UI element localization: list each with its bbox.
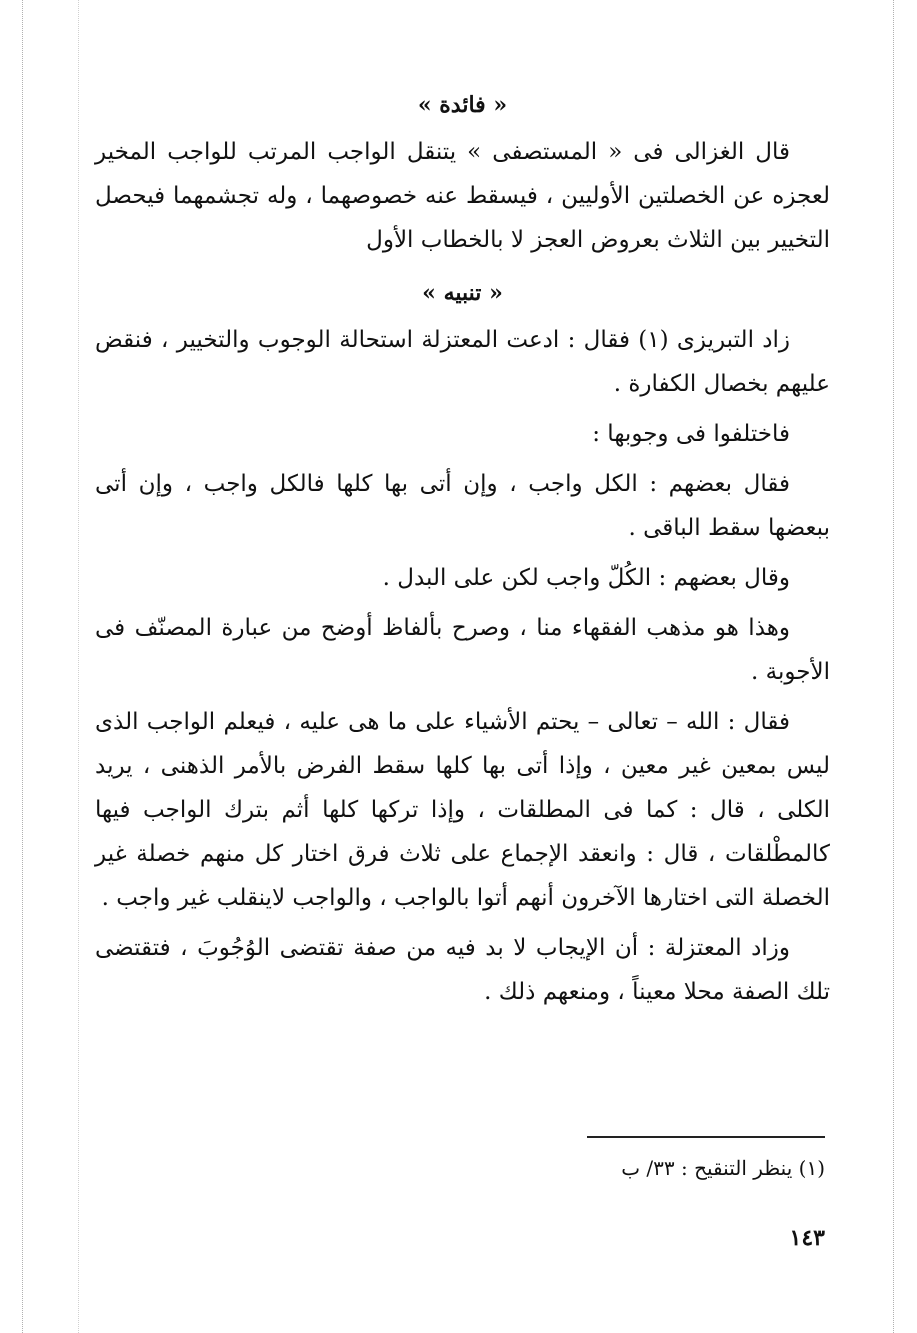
heading-faida: « فائدة » <box>417 92 508 118</box>
scan-edge-right <box>893 0 894 1333</box>
page-body <box>95 80 830 1251</box>
scan-edge-left <box>22 0 23 1333</box>
paragraph-badal: وقال بعضهم : الكُلّ واجب لكن على البدل . <box>382 565 790 591</box>
paragraph-allah-yahtim: فقال : الله – تعالى – يحتم الأشياء على ما هى عليه ، فيعلم الواجب الذى ليس بمعين غير معين ، وإذا أتى بها كلها سقط الفرض بالأمر الذهنى ، يريد الكلى ، قال : كما فى المطلقات ، وإذا تركها كلها أثم بترك الواجب فيها كالمطْلقات ، قال : وانعقد الإجماع على ثلاث فرق اختار كل منهم خصلة غير الخصلة التى اختارها الآخرون أنهم أتوا بالواجب ، والواجب لاينقلب غير واجب . <box>95 709 830 911</box>
paragraph-fuqaha: وهذا هو مذهب الفقهاء منا ، وصرح بألفاظ أوضح من عبارة المصنّف فى الأجوبة . <box>95 615 830 685</box>
paragraph-mutazila: وزاد المعتزلة : أن الإيجاب لا بد فيه من صفة تقتضى الوُجُوبَ ، فتقتضى تلك الصفة محلا معيناً ، ومنعهم ذلك . <box>95 935 830 1005</box>
scan-edge-inner-left <box>78 0 79 1333</box>
paragraph-tabrizi: زاد التبريزى (١) فقال : ادعت المعتزلة استحالة الوجوب والتخيير ، فنقض عليهم بخصال الكفارة . <box>95 327 830 397</box>
heading-tanbih: « تنبيه » <box>422 280 503 306</box>
footnote-divider <box>587 1136 825 1138</box>
paragraph-kull-wajib: فقال بعضهم : الكل واجب ، وإن أتى بها كلها فالكل واجب ، وإن أتى ببعضها سقط الباقى . <box>95 471 830 541</box>
page-number: ١٤٣ <box>789 1225 825 1251</box>
paragraph-ghazali: قال الغزالى فى « المستصفى » يتنقل الواجب المرتب للواجب المخير لعجزه عن الخصلتين الأوليين ، فيسقط عنه خصوصهما ، وله تجشمهما فيحصل التخيير بين الثلاث بعروض العجز لا بالخطاب الأول <box>95 139 830 253</box>
footnote: (١) ينظر التنقيح : ٣٣/ ب <box>621 1156 825 1180</box>
paragraph-ikhtalafu: فاختلفوا فى وجوبها : <box>592 421 790 447</box>
